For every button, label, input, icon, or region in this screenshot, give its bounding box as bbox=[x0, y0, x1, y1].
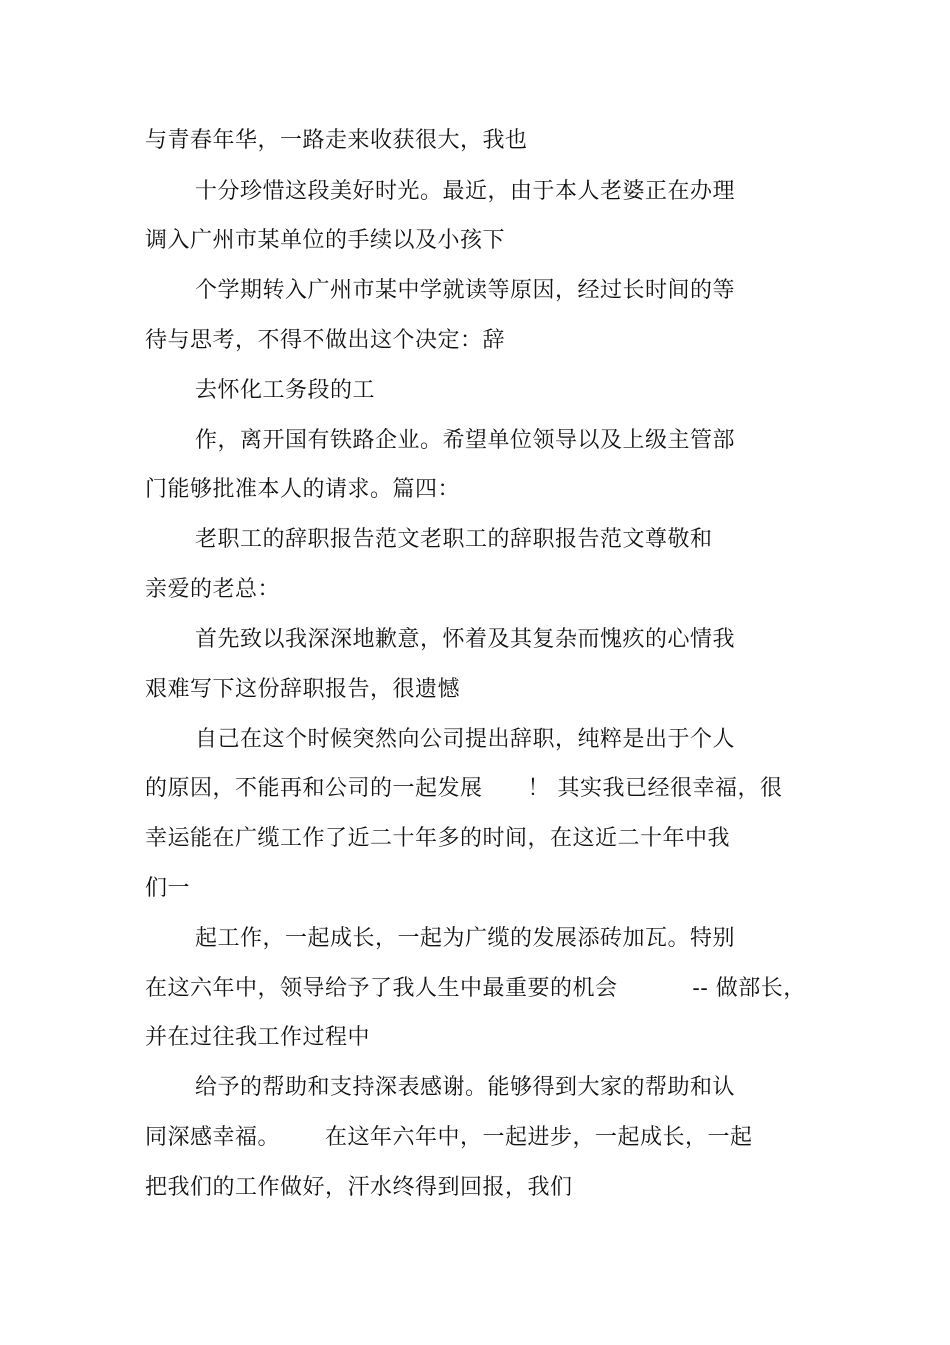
text-line: 去怀化工务段的工 bbox=[195, 378, 376, 403]
text-line: 的原因，不能再和公司的一起发展 ！ 其实我已经很幸福，很 bbox=[145, 776, 783, 801]
text-line: 十分珍惜这段美好时光。最近，由于本人老婆正在办理 bbox=[195, 179, 736, 204]
text-line: 与青春年华，一路走来收获很大，我也 bbox=[145, 128, 528, 153]
text-line: 给予的帮助和支持深表感谢。能够得到大家的帮助和认 bbox=[195, 1075, 736, 1100]
text-line: 待与思考，不得不做出这个决定：辞 bbox=[145, 328, 506, 353]
text-line: 艰难写下这份辞职报告，很遗憾 bbox=[145, 677, 461, 702]
text-line: 在这六年中，领导给予了我人生中最重要的机会 -- 做部长， bbox=[145, 976, 806, 1001]
text-line: 幸运能在广缆工作了近二十年多的时间，在这近二十年中我 bbox=[145, 826, 731, 851]
text-line: 起工作，一起成长，一起为广缆的发展添砖加瓦。特别 bbox=[195, 926, 736, 951]
text-line: 门能够批准本人的请求。篇四： bbox=[145, 477, 461, 502]
text-line: 个学期转入广州市某中学就读等原因，经过长时间的等 bbox=[195, 278, 736, 303]
text-line: 同深感幸福。 在这年六年中，一起进步，一起成长，一起 bbox=[145, 1125, 753, 1150]
text-line: 自己在这个时候突然向公司提出辞职，纯粹是出于个人 bbox=[195, 727, 736, 752]
text-line: 老职工的辞职报告范文老职工的辞职报告范文尊敬和 bbox=[195, 527, 713, 552]
text-line: 把我们的工作做好，汗水终得到回报，我们 bbox=[145, 1175, 573, 1200]
text-line: 亲爱的老总： bbox=[145, 577, 281, 602]
text-line: 作，离开国有铁路企业。希望单位领导以及上级主管部 bbox=[195, 428, 736, 453]
text-line: 们一 bbox=[145, 876, 191, 901]
text-line: 首先致以我深深地歉意，怀着及其复杂而愧疚的心情我 bbox=[195, 627, 736, 652]
text-line: 并在过往我工作过程中 bbox=[145, 1025, 371, 1050]
text-line: 调入广州市某单位的手续以及小孩下 bbox=[145, 228, 506, 253]
